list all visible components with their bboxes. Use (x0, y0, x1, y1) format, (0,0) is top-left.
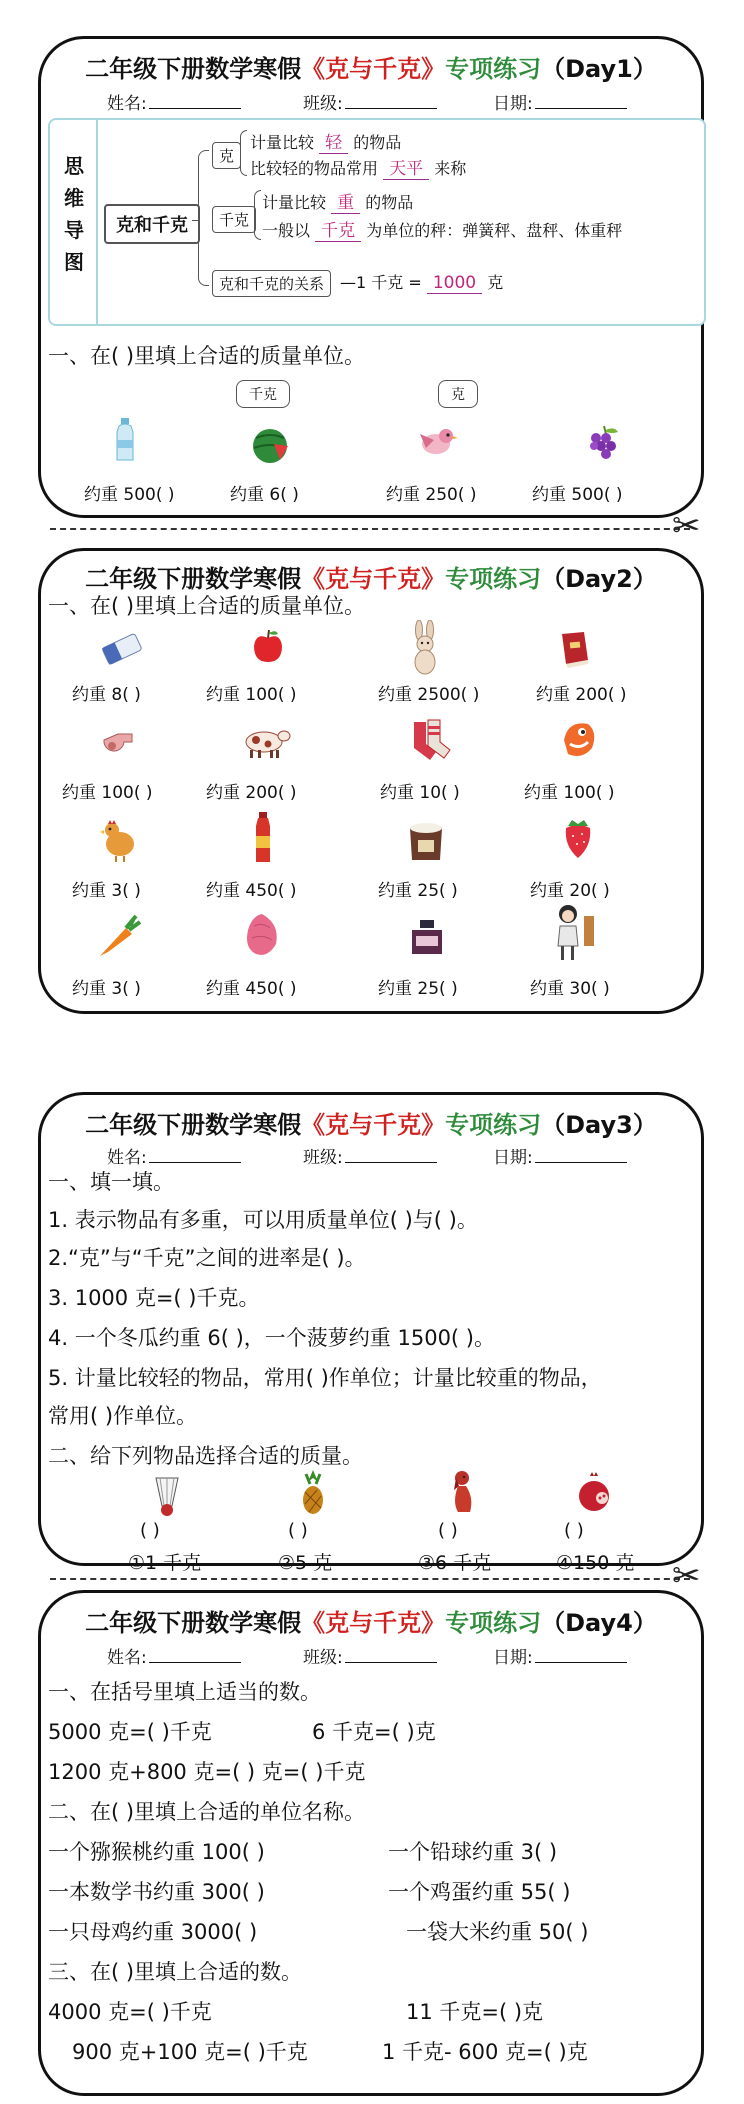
day1-info-class: 班级: (303, 89, 437, 114)
day1-question-1: 一、在( )里填上合适的质量单位。 (48, 344, 366, 368)
mind-map-center: 克和千克 (104, 204, 200, 244)
apple-icon (250, 628, 286, 666)
date-blank[interactable] (535, 1148, 627, 1163)
dog-icon (448, 1468, 478, 1516)
day3-info-name: 姓名: (107, 1143, 241, 1168)
day3-line-5: 5. 计量比较轻的物品，常用( )作单位；计量比较重的物品， (48, 1366, 602, 1390)
hint-kilogram: 千克 (236, 380, 290, 408)
day3-line-4: 4. 一个冬瓜约重 6( )，一个菠萝约重 1500( )。 (48, 1326, 495, 1350)
day1-caption-3: 约重 250( ) (386, 485, 477, 505)
day3-bracket-3[interactable]: ( ) (438, 1520, 458, 1541)
cut-line (50, 528, 690, 530)
mind-map-connector (198, 150, 209, 286)
day2-r2-caption-4: 约重 100( ) (524, 783, 615, 803)
fish-toy-icon (558, 718, 600, 762)
cut-line (50, 1578, 690, 1580)
day4-s3-line-1a: 4000 克=( )千克 (48, 2000, 212, 2024)
day4-info-name: 姓名: (107, 1643, 241, 1668)
day2-r1-caption-3: 约重 2500( ) (378, 685, 480, 705)
day2-r2-caption-3: 约重 10( ) (380, 783, 460, 803)
day2-r1-caption-1: 约重 8( ) (72, 685, 141, 705)
day2-r4-caption-3: 约重 25( ) (378, 979, 458, 999)
day2-r3-caption-1: 约重 3( ) (72, 881, 141, 901)
grapes-icon (584, 424, 622, 464)
day3-option-1: ①1 千克 (128, 1552, 202, 1574)
watermelon-icon (250, 428, 290, 464)
day2-r4-caption-1: 约重 3( ) (72, 979, 141, 999)
gram-tag: 克 (212, 142, 241, 169)
day3-option-4: ④150 克 (556, 1552, 635, 1574)
day4-s2-row-2a: 一本数学书约重 300( ) (48, 1880, 265, 1904)
day4-s2-row-3a: 一只母鸡约重 3000( ) (48, 1920, 258, 1944)
day3-bracket-1[interactable]: ( ) (140, 1520, 160, 1541)
girl-icon (552, 902, 598, 964)
ink-bottle-icon (408, 918, 446, 958)
strawberry-icon (560, 816, 596, 860)
pineapple-icon (298, 1468, 328, 1516)
day2-r1-caption-2: 约重 100( ) (206, 685, 297, 705)
class-blank[interactable] (345, 1148, 437, 1163)
day4-section-2: 二、在( )里填上合适的单位名称。 (48, 1800, 366, 1824)
day3-option-3: ③6 千克 (418, 1552, 492, 1574)
name-blank[interactable] (149, 94, 241, 109)
day3-section-2: 二、给下列物品选择合适的质量。 (48, 1444, 363, 1468)
flour-bag-icon (406, 818, 446, 862)
day2-title: 二年级下册数学寒假《克与千克》专项练习（Day2） (85, 565, 657, 593)
day1-title: 二年级下册数学寒假《克与千克》专项练习（Day1） (85, 55, 657, 83)
carrot-icon (96, 914, 142, 960)
cow-icon (240, 724, 292, 760)
scissors-icon: ✂ (672, 506, 701, 546)
day4-section-1: 一、在括号里填上适当的数。 (48, 1680, 321, 1704)
gram-line-1: 计量比较 轻 的物品 (250, 128, 401, 154)
day3-info-date: 日期: (493, 1143, 627, 1168)
scissors-icon: ✂ (672, 1556, 701, 1596)
day4-s1-line-1b: 6 千克=( )克 (312, 1720, 436, 1744)
day4-s1-line-1a: 5000 克=( )千克 (48, 1720, 212, 1744)
day4-s2-row-3b: 一袋大米约重 50( ) (406, 1920, 589, 1944)
day2-r1-caption-4: 约重 200( ) (536, 685, 627, 705)
day2-r4-caption-2: 约重 450( ) (206, 979, 297, 999)
name-blank[interactable] (149, 1648, 241, 1663)
eraser-icon (100, 630, 144, 668)
bird-icon (412, 422, 460, 462)
mind-map-side-label: 思 维 导 图 (50, 120, 98, 324)
day2-r3-caption-4: 约重 20( ) (530, 881, 610, 901)
day2-r2-caption-2: 约重 200( ) (206, 783, 297, 803)
day4-s3-line-2b: 1 千克- 600 克=( )克 (382, 2040, 588, 2064)
day4-section-3: 三、在( )里填上合适的数。 (48, 1960, 303, 1984)
day4-s2-row-1b: 一个铅球约重 3( ) (388, 1840, 558, 1864)
day3-line-3: 3. 1000 克=( )千克。 (48, 1286, 260, 1310)
date-blank[interactable] (535, 1648, 627, 1663)
day4-info-date: 日期: (493, 1643, 627, 1668)
gram-bracket (240, 130, 247, 176)
day3-bracket-4[interactable]: ( ) (564, 1520, 584, 1541)
mind-map (48, 118, 706, 326)
kilogram-bracket (254, 190, 261, 240)
day1-info-name: 姓名: (107, 89, 241, 114)
day3-title: 二年级下册数学寒假《克与千克》专项练习（Day3） (85, 1111, 657, 1139)
date-blank[interactable] (535, 94, 627, 109)
sweet-potato-icon (240, 910, 284, 960)
shuttlecock-icon (152, 1474, 182, 1518)
day3-info-class: 班级: (303, 1143, 437, 1168)
day3-line-2: 2.“克”与“千克”之间的进率是( )。 (48, 1246, 366, 1270)
bottle-icon (252, 812, 274, 864)
name-blank[interactable] (149, 1148, 241, 1163)
socks-icon (408, 718, 454, 762)
day2-r3-caption-2: 约重 450( ) (206, 881, 297, 901)
day4-s3-line-1b: 11 千克=( )克 (406, 2000, 544, 2024)
water-bottle-icon (114, 418, 136, 462)
day3-section-1: 一、填一填。 (48, 1170, 174, 1194)
day4-s3-line-2a: 900 克+100 克=( )千克 (72, 2040, 308, 2064)
day1-info-date: 日期: (493, 89, 627, 114)
book-icon (558, 630, 592, 668)
day1-caption-1: 约重 500( ) (84, 485, 175, 505)
kilogram-line-2: 一般以 千克 为单位的秤：弹簧秤、盘秤、体重秤 (262, 216, 622, 242)
day2-question-1: 一、在( )里填上合适的质量单位。 (48, 594, 366, 618)
day1-caption-2: 约重 6( ) (230, 485, 299, 505)
day3-option-2: ②5 克 (278, 1552, 333, 1574)
day2-r4-caption-4: 约重 30( ) (530, 979, 610, 999)
day4-info-class: 班级: (303, 1643, 437, 1668)
day4-s2-row-1a: 一个猕猴桃约重 100( ) (48, 1840, 265, 1864)
day2-r2-caption-1: 约重 100( ) (62, 783, 153, 803)
day2-r3-caption-3: 约重 25( ) (378, 881, 458, 901)
relation-tag: 克和千克的关系 (212, 270, 331, 297)
relation-line: —1 千克 = 1000 克 (340, 273, 504, 293)
hint-gram: 克 (438, 380, 478, 408)
day3-bracket-2[interactable]: ( ) (288, 1520, 308, 1541)
day4-s2-row-2b: 一个鸡蛋约重 55( ) (388, 1880, 571, 1904)
day4-title: 二年级下册数学寒假《克与千克》专项练习（Day4） (85, 1609, 657, 1637)
class-blank[interactable] (345, 94, 437, 109)
whistle-icon (98, 726, 136, 758)
kilogram-line-1: 计量比较 重 的物品 (262, 188, 413, 214)
rabbit-toy-icon (408, 620, 442, 676)
kilogram-tag: 千克 (212, 206, 256, 233)
pomegranate-icon (576, 1472, 612, 1514)
day3-line-6: 常用( )作单位。 (48, 1404, 198, 1428)
day4-s1-line-2: 1200 克+800 克=( ) 克=( )千克 (48, 1760, 366, 1784)
day1-caption-4: 约重 500( ) (532, 485, 623, 505)
class-blank[interactable] (345, 1648, 437, 1663)
chicken-icon (100, 818, 138, 862)
mind-map-connector-mid (192, 220, 200, 221)
day3-line-1: 1. 表示物品有多重，可以用质量单位( )与( )。 (48, 1208, 478, 1232)
gram-line-2: 比较轻的物品常用 天平 来称 (250, 154, 466, 180)
